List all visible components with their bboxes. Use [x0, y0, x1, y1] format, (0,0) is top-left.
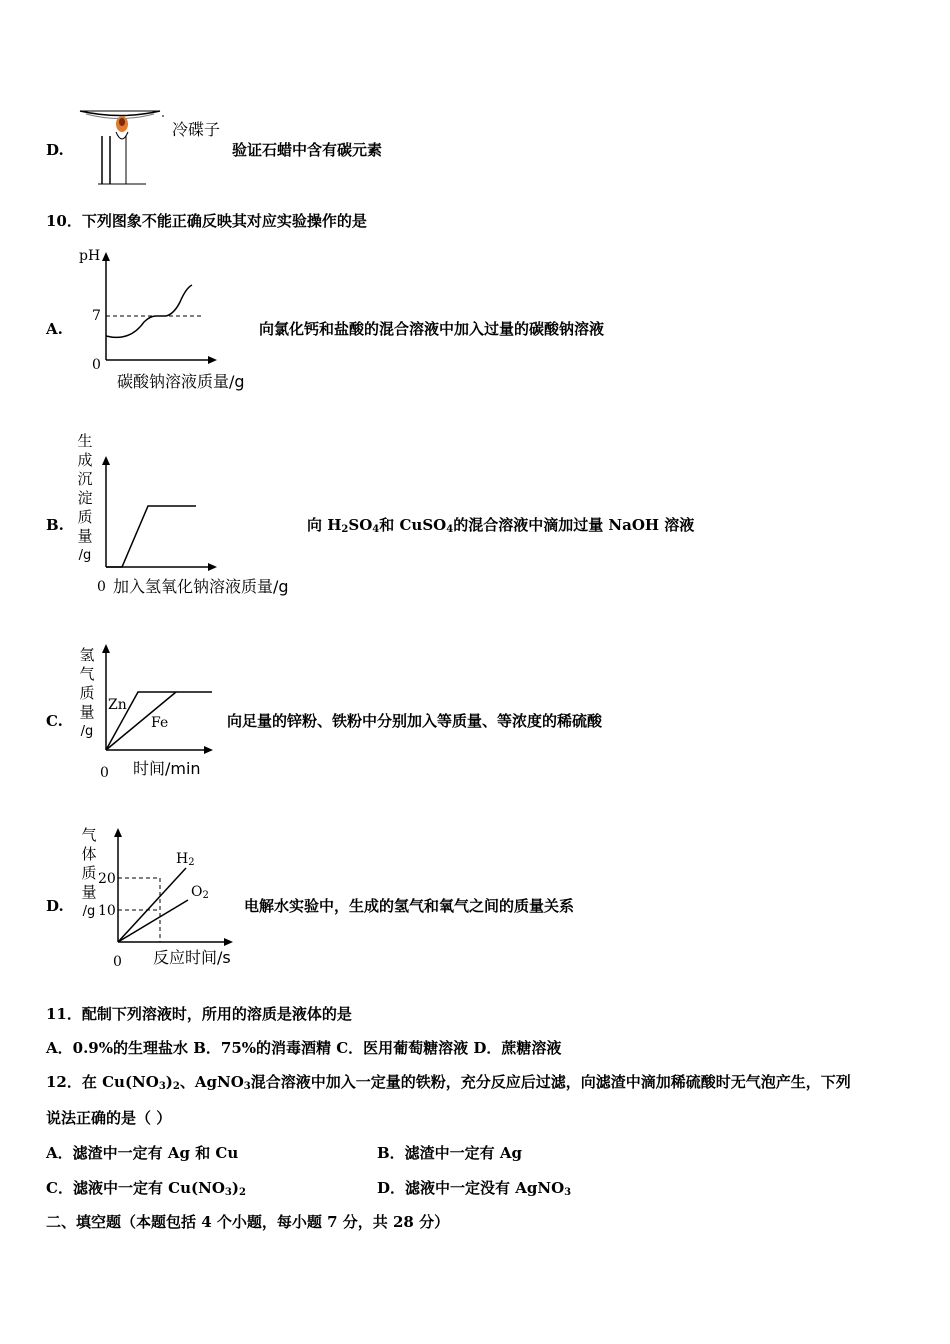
q12-stem: 12．在 $Cu(NO_3)_2$、AgNO$_3$混合溶液中加入一定量的铁粉，充分反应后过滤，向滤渣中滴加稀硫酸时无气泡产生，下列	[46, 1073, 851, 1092]
q10-a-letter: A.	[46, 320, 63, 338]
q12-stem-line2: 说法正确的是（ ）	[46, 1109, 172, 1127]
q10-b-x-label: 加入氢氧化钠溶液质量/g	[113, 577, 289, 596]
q11-options: A．0.9%的生理盐水 B．75%的消毒酒精 C．医用葡萄糖溶液 D．蔗糖溶液	[46, 1039, 562, 1057]
q10-a-text: 向氯化钙和盐酸的混合溶液中加入过量的碳酸钠溶液	[259, 320, 605, 338]
q10-c-y-label: 氢 气 质 量 /g	[79, 646, 95, 739]
candle-cold-dish-figure	[78, 106, 168, 186]
q10-c-letter: C.	[46, 712, 63, 730]
q10-a-y-label: pH	[79, 248, 101, 264]
q10-a-ph-chart	[100, 250, 220, 365]
q10-b-text: 向 $H_2SO_4$和 CuSO$_4$的混合溶液中滴加过量 NaOH 溶液	[307, 516, 695, 535]
q10-d-series-o2: $O_2$	[191, 884, 209, 901]
section-2-heading: 二、填空题（本题包括 4 个小题，每小题 7 分，共 28 分）	[46, 1213, 450, 1231]
q10-b-letter: B.	[46, 516, 64, 534]
q12-option-d: D．滤液中一定没有 AgNO$_3$	[377, 1179, 572, 1198]
q10-b-origin: 0	[97, 579, 106, 595]
q12-option-a: A．滤渣中一定有 Ag 和 Cu	[46, 1144, 239, 1162]
q10-d-x-label: 反应时间/s	[153, 948, 231, 967]
q12-option-c: C．滤液中一定有 $Cu(NO_3)_2$	[46, 1179, 246, 1198]
q10-c-origin: 0	[100, 765, 109, 781]
q10-d-electrolysis-chart	[114, 826, 239, 946]
q10-a-origin: 0	[92, 357, 101, 373]
q9-d-letter: D.	[46, 141, 64, 159]
q10-a-x-label: 碳酸钠溶液质量/g	[117, 372, 245, 391]
q10-c-x-label: 时间/min	[133, 759, 201, 778]
q9-d-text: 验证石蜡中含有碳元素	[232, 141, 383, 159]
q10-c-text: 向足量的锌粉、铁粉中分别加入等质量、等浓度的稀硫酸	[227, 712, 603, 730]
q12-option-b: B．滤渣中一定有 Ag	[377, 1144, 523, 1162]
q10-d-origin: 0	[113, 954, 122, 970]
q10-a-y-tick: 7	[92, 308, 101, 324]
q10-c-series-zn: Zn	[108, 697, 127, 713]
q10-stem: 10．下列图象不能正确反映其对应实验操作的是	[46, 212, 367, 230]
q10-b-y-label: 生 成 沉 淀 质 量 /g	[77, 432, 93, 563]
q10-d-letter: D.	[46, 897, 64, 915]
cold-dish-label: 冷碟子	[172, 120, 221, 139]
q10-d-series-h2: $H_2$	[176, 851, 195, 868]
q10-d-text: 电解水实验中，生成的氢气和氧气之间的质量关系	[244, 897, 575, 915]
q10-d-y-label: 气 体 质 量 /g	[81, 826, 97, 919]
q11-stem: 11．配制下列溶液时，所用的溶质是液体的是	[46, 1005, 352, 1023]
q10-c-series-fe: Fe	[151, 715, 169, 731]
q10-d-tick-20: 20	[98, 871, 116, 887]
q10-b-precipitate-chart	[100, 454, 220, 570]
q10-d-tick-10: 10	[98, 903, 116, 919]
